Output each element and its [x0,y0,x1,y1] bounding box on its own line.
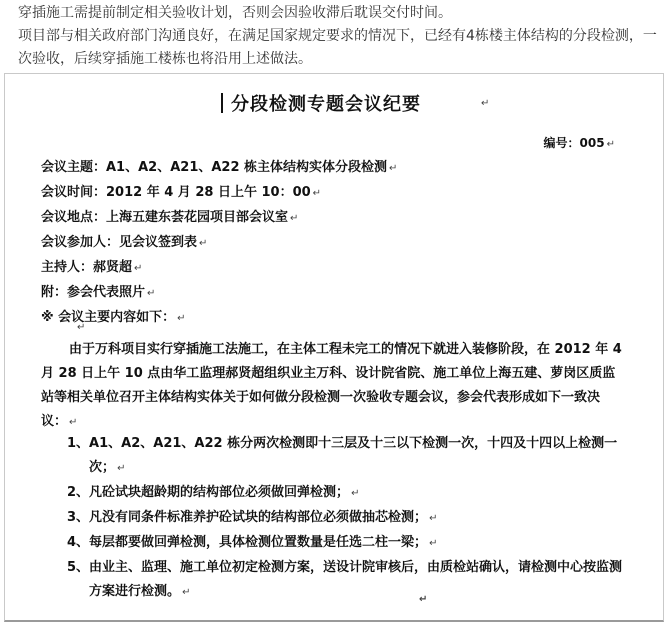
resolution-number: 3、 [67,510,90,525]
resolution-item [67,506,627,531]
paragraph-mark-icon: ↵ [429,513,438,524]
paragraph-mark-icon: ↵ [606,139,615,150]
paragraph-mark-icon: ↵ [312,188,322,199]
paragraph-mark-icon: ↵ [69,417,78,428]
title-bar-mark [221,93,223,113]
resolution-item [67,556,627,605]
document-title-text: 分段检测专题会议纪要 [231,94,421,115]
paragraph-mark-icon: ↵ [351,488,360,499]
paragraph-mark-icon: ↵ [429,538,438,549]
resolution-list [67,432,627,605]
end-paragraph-mark-icon: ↵ [419,594,428,605]
resolution-number: 2、 [67,485,90,500]
resolution-number: 1、 [67,436,90,451]
meeting-body-paragraph: 由于万科项目实行穿插施工法施工，在主体工程未完工的情况下就进入装修阶段，在 2012 年 4 月 28 日上午 10 点由华工监理郝贤超组织业主万科、设计院省院、施工单位上海五建、萝岗区质监站等相关单位召开主体结构实体关于如何做分段检测一次验收专题会议，参会代表形成如下一致决议： ↵ [41,342,622,429]
paragraph-mark-icon: ↵ [481,97,491,109]
meeting-content-heading: ※ 会议主要内容如下： ↵ [41,310,186,325]
meeting-time: 会议时间：2012 年 4 月 28 日上午 10：00 ↵ [41,185,322,200]
intro-text [18,2,663,71]
paragraph-mark-icon: ↵ [389,163,398,174]
resolution-item [67,531,627,556]
meeting-topic: 会议主题：A1、A2、A21、A22 栋主体结构实体分段检测 ↵ [41,160,398,175]
paragraph-mark-icon: ↵ [134,263,143,274]
meeting-meta [41,156,397,331]
paragraph-mark-icon: ↵ [199,238,208,249]
resolution-text: 由业主、监理、施工单位初定检测方案，送设计院审核后，由质检站确认，请检测中心按监测方案进行检测。 [89,560,623,599]
resolution-number: 5、 [67,560,90,575]
resolution-text: 凡砼试块超龄期的结构部位必须做回弹检测； [89,485,350,500]
intro-line-1: 穿插施工需提前制定相关验收计划，否则会因验收滞后耽误交付时间。 [18,5,452,21]
resolution-text: 每层都要做回弹检测，具体检测位置数量是任选二柱一梁； [89,535,428,550]
meeting-location: 会议地点：上海五建东荟花园项目部会议室 ↵ [41,210,299,225]
paragraph-mark-icon: ↵ [290,213,299,224]
document-number-text: 编号：005 [543,136,605,150]
resolution-number: 4、 [67,535,90,550]
meeting-attendees: 会议参加人：见会议签到表 ↵ [41,235,208,250]
paragraph-mark-icon: ↵ [147,288,156,299]
paragraph-mark-icon: ↵ [182,587,191,598]
resolution-item [67,432,627,481]
meeting-attachment: 附：参会代表照片 ↵ [41,285,156,300]
paragraph-mark-icon: ↵ [177,313,186,324]
resolution-item [67,481,627,506]
resolution-text: A1、A2、A21、A22 栋分两次检测即十三层及十三以下检测一次，十四及十四以上检测一次； [89,436,618,475]
resolution-text: 凡没有同条件标准养护砼试块的结构部位必须做抽芯检测； [89,510,428,525]
paragraph-mark-icon: ↵ [77,322,86,333]
meeting-minutes-image [4,73,664,622]
meeting-minutes-document [5,74,663,620]
paragraph-mark-icon: ↵ [117,463,126,474]
intro-line-2: 项目部与相关政府部门沟通良好，在满足国家规定要求的情况下，已经有4栋楼主体结构的分段检测，一次验收，后续穿插施工楼栋也将沿用上述做法。 [18,28,657,67]
document-number [544,134,615,151]
meeting-host: 主持人：郝贤超 ↵ [41,260,143,275]
document-title [221,90,490,116]
